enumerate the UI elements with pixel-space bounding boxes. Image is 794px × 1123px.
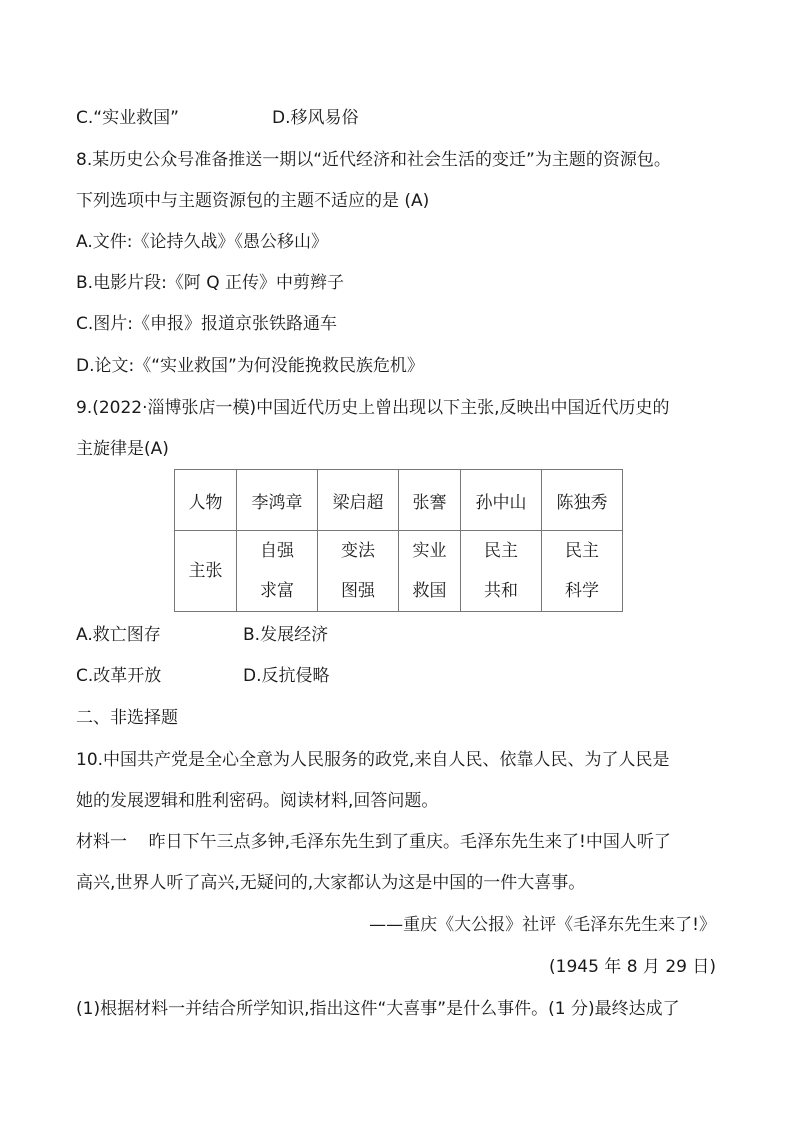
q7-option-c: C.“实业救国”: [76, 108, 179, 128]
table-cell-claim: [399, 531, 461, 612]
table-cell-claim: [237, 531, 318, 612]
claim-line: 科学: [565, 581, 599, 601]
material1-line2: 高兴,世界人听了高兴,无疑问的,大家都认为这是中国的一件大喜事。: [76, 873, 586, 893]
q9-stem-line2: 主旋律是(A): [76, 439, 169, 459]
q8-stem-line1: 8.某历史公众号准备推送一期以“近代经济和社会生活的变迁”为主题的资源包。: [76, 150, 671, 170]
q9-option-a: A.救亡图存: [76, 625, 161, 645]
table-cell-claim: [318, 531, 399, 612]
material-date: (1945 年 8 月 29 日): [549, 957, 716, 977]
q8-option-a: A.文件:《论持久战》《愚公移山》: [76, 232, 328, 252]
claim-line: 民主: [484, 541, 518, 561]
claim-line: 图强: [341, 581, 375, 601]
q10-stem-line2: 她的发展逻辑和胜利密码。阅读材料,回答问题。: [76, 791, 439, 811]
q8-option-c: C.图片:《申报》报道京张铁路通车: [76, 314, 338, 334]
q10-stem-line1: 10.中国共产党是全心全意为人民服务的政党,来自人民、依靠人民、为了人民是: [76, 750, 670, 770]
history-table: [174, 469, 623, 612]
q9-option-d: D.反抗侵略: [243, 666, 330, 686]
q9-stem-line1: 9.(2022·淄博张店一模)中国近代历史上曾出现以下主张,反映出中国近代历史的: [76, 398, 670, 418]
table-cell-label: 主张: [175, 531, 237, 612]
q8-stem-line2: 下列选项中与主题资源包的主题不适应的是 (A): [76, 191, 430, 211]
table-cell-person: 李鸿章: [237, 470, 318, 531]
q8-option-b: B.电影片段:《阿 Q 正传》中剪辫子: [76, 273, 344, 293]
table-cell-claim: [461, 531, 542, 612]
table-cell-person: 张謇: [399, 470, 461, 531]
claim-line: 实业: [412, 541, 447, 561]
claim-line: 共和: [484, 581, 518, 601]
claim-line: 民主: [565, 541, 599, 561]
table-cell-person: 孙中山: [461, 470, 542, 531]
table-cell-claim: [542, 531, 623, 612]
material-source: ——重庆《大公报》社评《毛泽东先生来了!》: [369, 915, 716, 935]
material1-line1: 材料一 昨日下午三点多钟,毛泽东先生到了重庆。毛泽东先生来了!中国人听了: [76, 832, 671, 852]
claim-line: 变法: [341, 541, 375, 561]
claim-line: 求富: [260, 581, 294, 601]
table-cell-person: 梁启超: [318, 470, 399, 531]
claim-line: 救国: [412, 581, 447, 601]
table-row: [175, 470, 623, 531]
q9-option-c: C.改革开放: [76, 666, 162, 686]
q7-option-d: D.移风易俗: [272, 108, 359, 128]
section-title: 二、非选择题: [76, 708, 178, 728]
table-cell-label: 人物: [175, 470, 237, 531]
q10-sub1: (1)根据材料一并结合所学知识,指出这件“大喜事”是什么事件。(1 分)最终达成了: [76, 999, 680, 1019]
q9-option-b: B.发展经济: [243, 625, 329, 645]
claim-line: 自强: [260, 541, 294, 561]
table-cell-person: 陈独秀: [542, 470, 623, 531]
q8-option-d: D.论文:《“实业救国”为何没能挽救民族危机》: [76, 356, 424, 376]
table-row: [175, 531, 623, 612]
